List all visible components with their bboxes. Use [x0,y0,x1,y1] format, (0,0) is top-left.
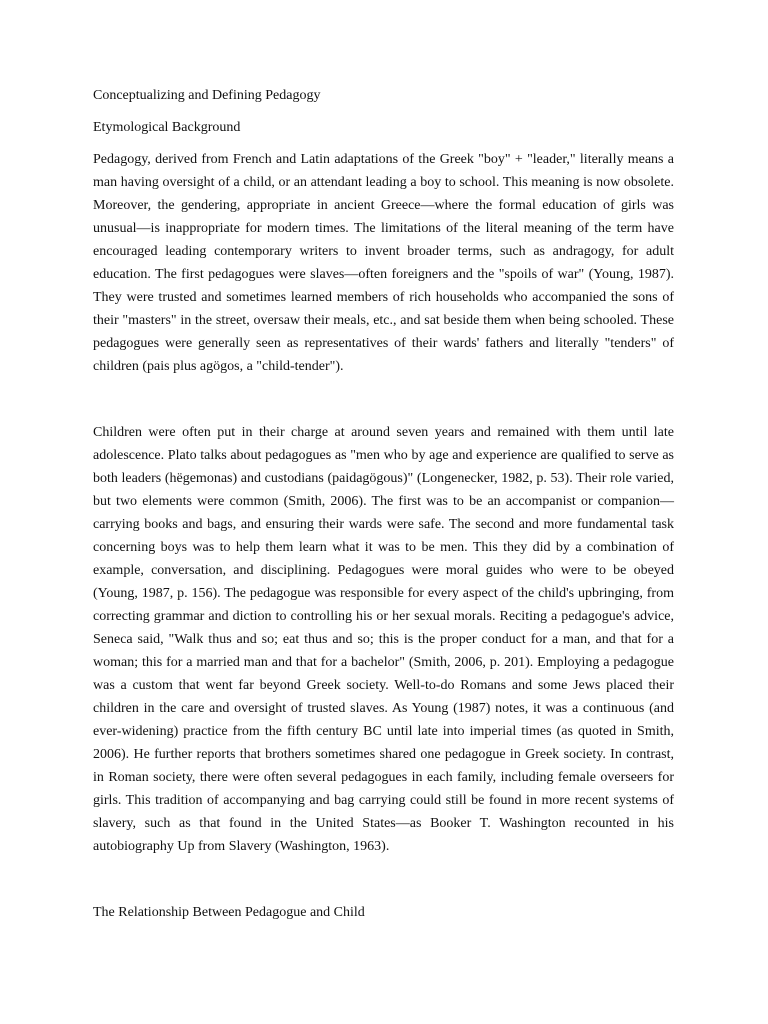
document-title: Conceptualizing and Defining Pedagogy [93,88,321,103]
paragraph-role-of-pedagogues: Children were often put in their charge at around seven years and remained with them until late adolescence. Plato talks about pedagogues as "men who by age and experience are qualified to serve as both leaders (hëgemonas) and custodians (paidagögous)" (Longenecker, 1982, p. 53). Their role varied, but two elements were common (Smith, 2006). The first was to be an accompanist or companion—carrying books and bags, and ensuring their wards were safe. The second and more fundamental task concerning boys was to help them learn what it was to be men. This they did by a combination of example, conversation, and disciplining. Pedagogues were moral guides who were to be obeyed (Young, 1987, p. 156). The pedagogue was responsible for every aspect of the child's upbringing, from correcting grammar and diction to controlling his or her sexual morals. Reciting a pedagogue's advice, Seneca said, "Walk thus and so; eat thus and so; this is the proper conduct for a man, and that for a woman; this for a married man and that for a bachelor" (Smith, 2006, p. 201). Employing a pedagogue was a custom that went far beyond Greek society. Well-to-do Romans and some Jews placed their children in the care and oversight of trusted slaves. As Young (1987) notes, it was a continuous (and ever-widening) practice from the fifth century BC until late into imperial times (as quoted in Smith, 2006). He further reports that brothers sometimes shared one pedagogue in Greek society. In contrast, in Roman society, there were often several pedagogues in each family, including female overseers for girls. This tradition of accompanying and bag carrying could still be found in more recent systems of slavery, such as that found in the United States—as Booker T. Washington recounted in his autobiography Up from Slavery (Washington, 1963). [93,425,674,854]
section-heading: Etymological Background [93,120,241,135]
document-body [93,84,674,924]
paragraph-etymology: Pedagogy, derived from French and Latin adaptations of the Greek "boy" + "leader," literally means a man having oversight of a child, or an attendant leading a boy to school. This meaning is now obsolete. Moreover, the gendering, appropriate in ancient Greece—where the formal education of girls was unusual—is inappropriate for modern times. The limitations of the literal meaning of the term have encouraged leading contemporary writers to invent broader terms, such as andragogy, for adult education. The first pedagogues were slaves—often foreigners and the "spoils of war" (Young, 1987). They were trusted and sometimes learned members of rich households who accompanied the sons of their "masters" in the street, oversaw their meals, etc., and sat beside them when being schooled. These pedagogues were generally seen as representatives of their wards' fathers and literally "tenders" of children (pais plus agögos, a "child-tender"). [93,152,674,374]
next-section-heading: The Relationship Between Pedagogue and Child [93,905,365,920]
